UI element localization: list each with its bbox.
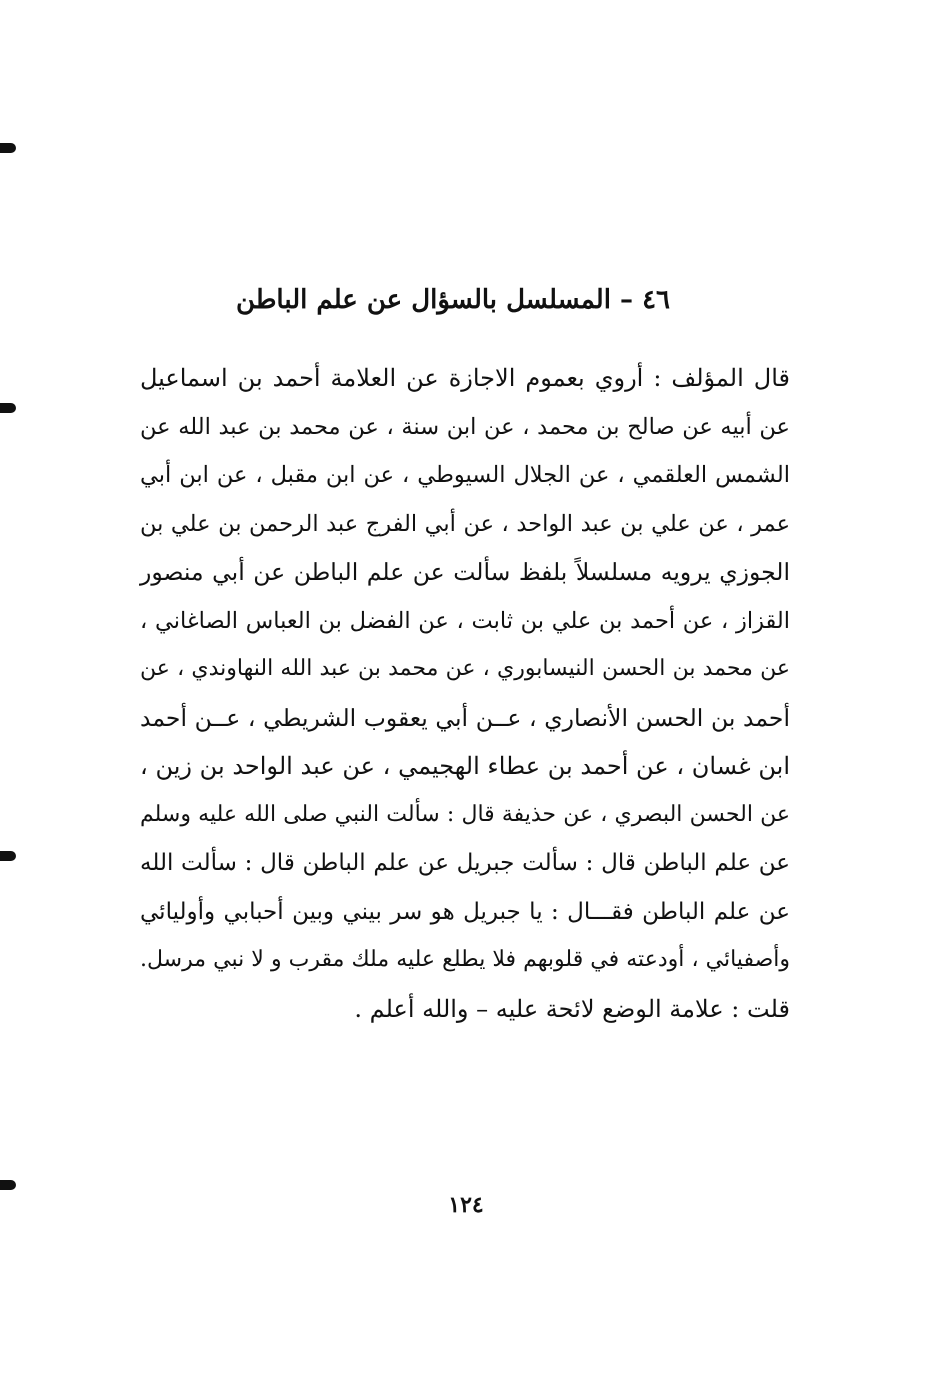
- text-line: قال المؤلف : أروي بعموم الاجازة عن العلامة أحمد بن اسماعيل: [140, 364, 790, 392]
- text-line: القزاز ، عن أحمد بن علي بن ثابت ، عن الفضل بن العباس الصاغاني ،: [140, 607, 790, 634]
- page-number: ١٢٤: [448, 1192, 484, 1218]
- text-line: أحمد بن الحسن الأنصاري ، عــن أبي يعقوب الشريطي ، عــن أحمد: [140, 703, 790, 732]
- section-heading: ٤٦ – المسلسل بالسؤال عن علم الباطن: [235, 285, 670, 315]
- scan-edge-mark: [0, 1180, 16, 1190]
- text-line: عن علم الباطن قال : سألت جبريل عن علم الباطن قال : سألت الله: [140, 850, 790, 876]
- text-line: عن علم الباطن فقـــال : يا جبريل هو سر بيني وبين أحبابي وأوليائي: [140, 898, 790, 925]
- body-text: [140, 356, 790, 1035]
- text-line: قلت : علامة الوضع لائحة عليه – والله أعلم .: [354, 994, 790, 1023]
- text-line: عن محمد بن الحسن النيسابوري ، عن محمد بن عبد الله النهاوندي ، عن: [140, 656, 790, 681]
- scan-edge-mark: [0, 143, 16, 153]
- scan-edge-mark: [0, 851, 16, 861]
- text-line: عن أبيه عن صالح بن محمد ، عن ابن سنة ، عن محمد بن عبد الله عن: [140, 413, 790, 440]
- text-line: وأصفيائي ، أودعته في قلوبهم فلا يطلع عليه ملك مقرب و لا نبي مرسل.: [140, 947, 790, 972]
- text-line: ابن غسان ، عن أحمد بن عطاء الهجيمي ، عن عبد الواحد بن زين ،: [140, 752, 790, 780]
- text-line: عمر ، عن علي بن عبد الواحد ، عن أبي الفرج عبد الرحمن بن علي بن: [140, 510, 790, 537]
- scan-edge-mark: [0, 403, 16, 413]
- text-line: عن الحسن البصري ، عن حذيفة قال : سألت النبي صلى الله عليه وسلم: [140, 801, 790, 827]
- text-line: الشمس العلقمي ، عن الجلال السيوطي ، عن ابن مقبل ، عن ابن أبي: [140, 462, 790, 488]
- text-line: الجوزي يرويه مسلسلاً بلفظ سألت عن علم الباطن عن أبي منصور: [140, 558, 790, 586]
